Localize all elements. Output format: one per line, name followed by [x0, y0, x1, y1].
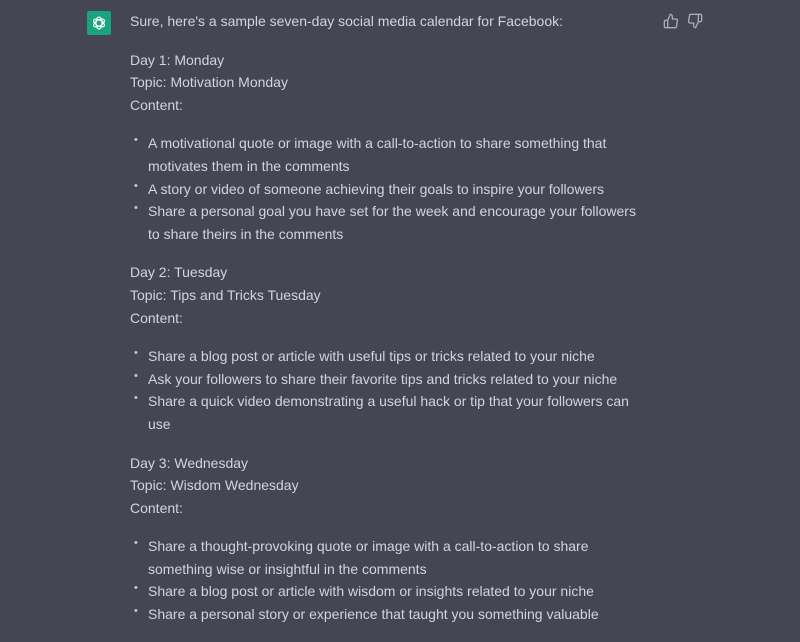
content-list — [130, 132, 650, 245]
list-item: • Share a personal story or experience that taught you something valuable — [130, 603, 650, 626]
day-header — [130, 49, 650, 117]
content-list — [130, 535, 650, 625]
feedback-buttons — [663, 13, 703, 29]
day-title: Day 3: Wednesday — [130, 454, 249, 471]
day-topic: Topic: Wisdom Wednesday — [130, 477, 299, 494]
list-item: • Ask your followers to share their favorite tips and tricks related to your niche — [130, 368, 650, 391]
list-item: • Share a blog post or article with useful tips or tricks related to your niche — [130, 345, 650, 368]
day-title: Day 1: Monday — [130, 51, 225, 68]
list-item: • Share a personal goal you have set for the week and encourage your followers to share theirs in the comments — [130, 200, 650, 245]
list-item: • Share a quick video demonstrating a useful hack or tip that your followers can use — [130, 390, 650, 435]
day-header — [130, 261, 650, 329]
day-topic: Topic: Tips and Tricks Tuesday — [130, 286, 321, 303]
day-topic: Topic: Motivation Monday — [130, 74, 288, 91]
openai-logo-icon — [90, 14, 108, 32]
day-title: Day 2: Tuesday — [130, 264, 228, 281]
assistant-avatar — [87, 11, 111, 35]
list-item: • Share a blog post or article with wisdom or insights related to your niche — [130, 580, 650, 603]
assistant-message — [130, 10, 650, 642]
message-intro: Sure, here's a sample seven-day social media calendar for Facebook: — [130, 13, 564, 29]
content-label: Content: — [130, 96, 183, 113]
day-header — [130, 452, 650, 520]
content-list — [130, 345, 650, 435]
list-item: • Share a thought-provoking quote or image with a call-to-action to share something wise or insightful in the comments — [130, 535, 650, 580]
thumbs-down-icon[interactable] — [687, 13, 703, 29]
content-label: Content: — [130, 499, 183, 516]
list-item: • A motivational quote or image with a call-to-action to share something that motivates them in the comments — [130, 132, 650, 177]
thumbs-up-icon[interactable] — [663, 13, 679, 29]
list-item: • A story or video of someone achieving their goals to inspire your followers — [130, 178, 650, 201]
content-label: Content: — [130, 309, 183, 326]
